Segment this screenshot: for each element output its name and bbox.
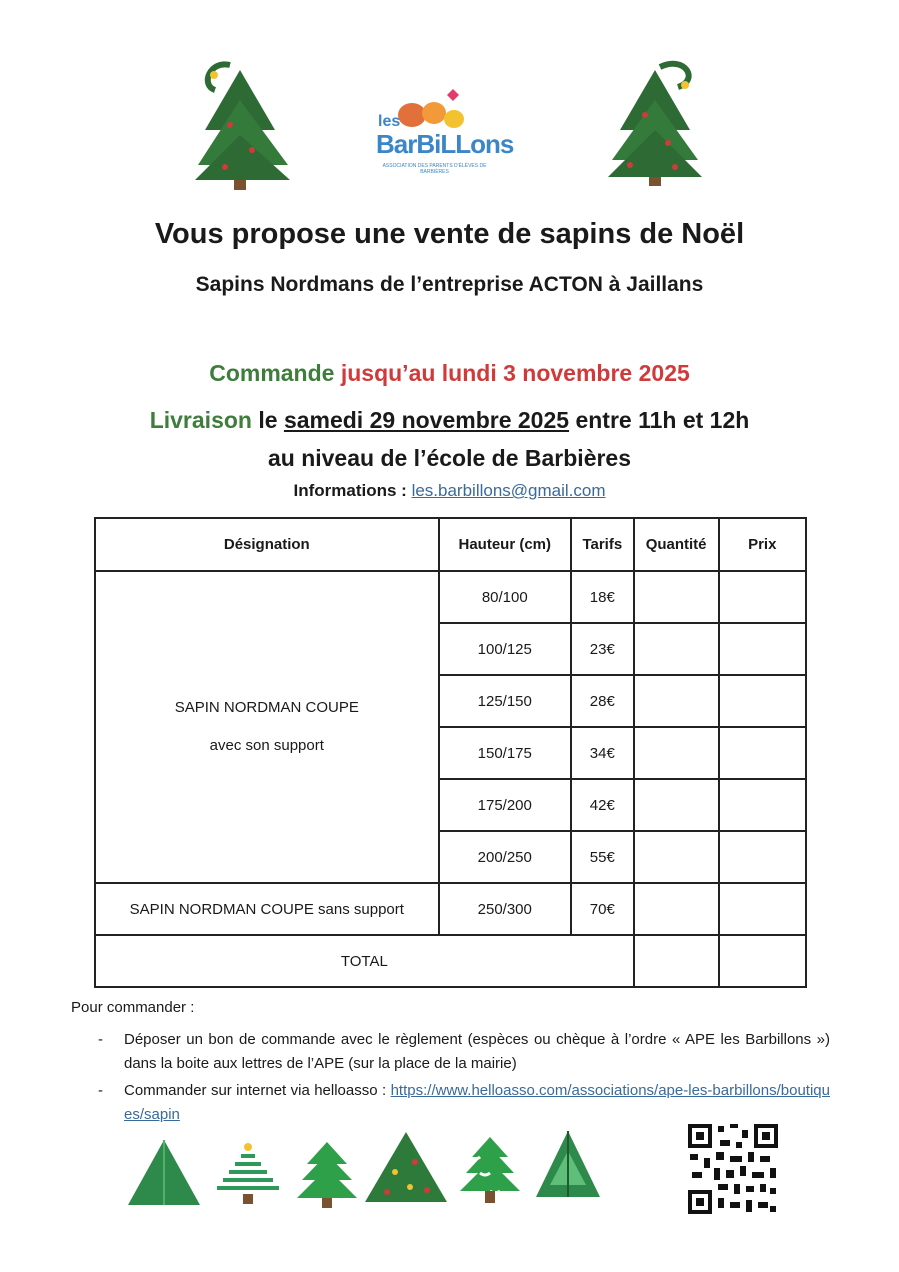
designation-line2: avec son support (209, 737, 324, 754)
tree-icon (297, 1142, 357, 1208)
delivery-date: samedi 29 novembre 2025 (283, 407, 570, 433)
height-cell: 250/300 (439, 883, 571, 935)
designation-cell-without-support: SAPIN NORDMAN COUPE sans support (95, 883, 439, 935)
total-cell[interactable] (719, 571, 807, 623)
quantity-cell[interactable] (634, 831, 719, 883)
price-cell: 70€ (571, 883, 634, 935)
delivery-line (0, 407, 899, 434)
bullet-dash: - (98, 1082, 103, 1099)
logo-tagline: ASSOCIATION DES PARENTS D'ÉLÈVES DE BARBIÈRES (382, 163, 487, 175)
tree-icon (128, 1140, 200, 1210)
delivery-place: au niveau de l’école de Barbières (267, 445, 632, 471)
bullet-dash: - (98, 1031, 103, 1048)
header-price: Tarifs (571, 518, 634, 571)
total-cell[interactable] (719, 623, 807, 675)
logo-brand-text: BarBiLLons (376, 129, 514, 159)
table-total-row (95, 935, 806, 987)
tree-icon (365, 1132, 447, 1208)
tree-icon (213, 1142, 283, 1207)
header-designation: Désignation (95, 518, 439, 571)
height-cell: 175/200 (439, 779, 571, 831)
header-total: Prix (719, 518, 807, 571)
height-cell: 150/175 (439, 727, 571, 779)
total-quantity-cell[interactable] (634, 935, 719, 987)
delivery-prefix: Livraison (149, 407, 252, 433)
order-prefix: Commande (209, 360, 335, 386)
page-title: Vous propose une vente de sapins de Noël (154, 218, 745, 250)
quantity-cell[interactable] (634, 727, 719, 779)
order-table (94, 517, 807, 988)
quantity-cell[interactable] (634, 571, 719, 623)
price-cell: 23€ (571, 623, 634, 675)
height-cell: 100/125 (439, 623, 571, 675)
logo-small-text: les (378, 113, 401, 130)
quantity-cell[interactable] (634, 883, 719, 935)
bullet-2-text (124, 1079, 830, 1127)
header-height: Hauteur (cm) (439, 518, 571, 571)
total-cell[interactable] (719, 831, 807, 883)
bullet-1-text: Déposer un bon de commande avec le règlement (espèces ou chèque à l’ordre « APE les Barbillons ») dans la boite aux lettres de l’APE (sur la place de la mairie) (124, 1031, 830, 1072)
total-cell[interactable] (719, 779, 807, 831)
order-deadline-line (0, 360, 899, 387)
header-quantity: Quantité (634, 518, 719, 571)
table-row (95, 571, 806, 623)
price-cell: 34€ (571, 727, 634, 779)
quantity-cell[interactable] (634, 675, 719, 727)
page-subtitle: Sapins Nordmans de l’entreprise ACTON à Jaillans (195, 273, 704, 296)
height-cell: 200/250 (439, 831, 571, 883)
info-line (0, 481, 899, 501)
total-cell[interactable] (719, 727, 807, 779)
price-cell: 28€ (571, 675, 634, 727)
howto-bullet-1 (98, 1028, 830, 1076)
howto-bullet-2 (98, 1079, 830, 1127)
total-label: TOTAL (95, 935, 634, 987)
table-header-row (95, 518, 806, 571)
total-cell[interactable] (719, 883, 807, 935)
logo (372, 85, 514, 180)
tree-icon (460, 1137, 520, 1205)
price-cell: 18€ (571, 571, 634, 623)
height-cell: 125/150 (439, 675, 571, 727)
total-price-cell[interactable] (719, 935, 807, 987)
table-row (95, 883, 806, 935)
christmas-tree-icon (190, 55, 300, 195)
tree-icon (536, 1131, 600, 1201)
delivery-time: entre 11h et 12h (575, 407, 750, 433)
price-cell: 42€ (571, 779, 634, 831)
price-cell: 55€ (571, 831, 634, 883)
info-label: Informations : (293, 481, 407, 500)
designation-cell-with-support (95, 571, 439, 883)
total-cell[interactable] (719, 675, 807, 727)
order-deadline: jusqu’au lundi 3 novembre 2025 (340, 360, 690, 386)
howto-title: Pour commander : (71, 999, 195, 1016)
bullet-2-label: Commander sur internet via helloasso : (124, 1082, 387, 1099)
christmas-tree-icon (600, 55, 710, 190)
qr-code-icon[interactable] (686, 1122, 780, 1216)
quantity-cell[interactable] (634, 779, 719, 831)
delivery-le: le (258, 407, 278, 433)
height-cell: 80/100 (439, 571, 571, 623)
helloasso-link[interactable]: https://www.helloasso.com/associations/ape-les-barbillons/boutiques/sapin (124, 1082, 830, 1123)
quantity-cell[interactable] (634, 623, 719, 675)
info-email-link[interactable]: les.barbillons@gmail.com (411, 481, 606, 500)
designation-line1: SAPIN NORDMAN COUPE (174, 699, 359, 716)
